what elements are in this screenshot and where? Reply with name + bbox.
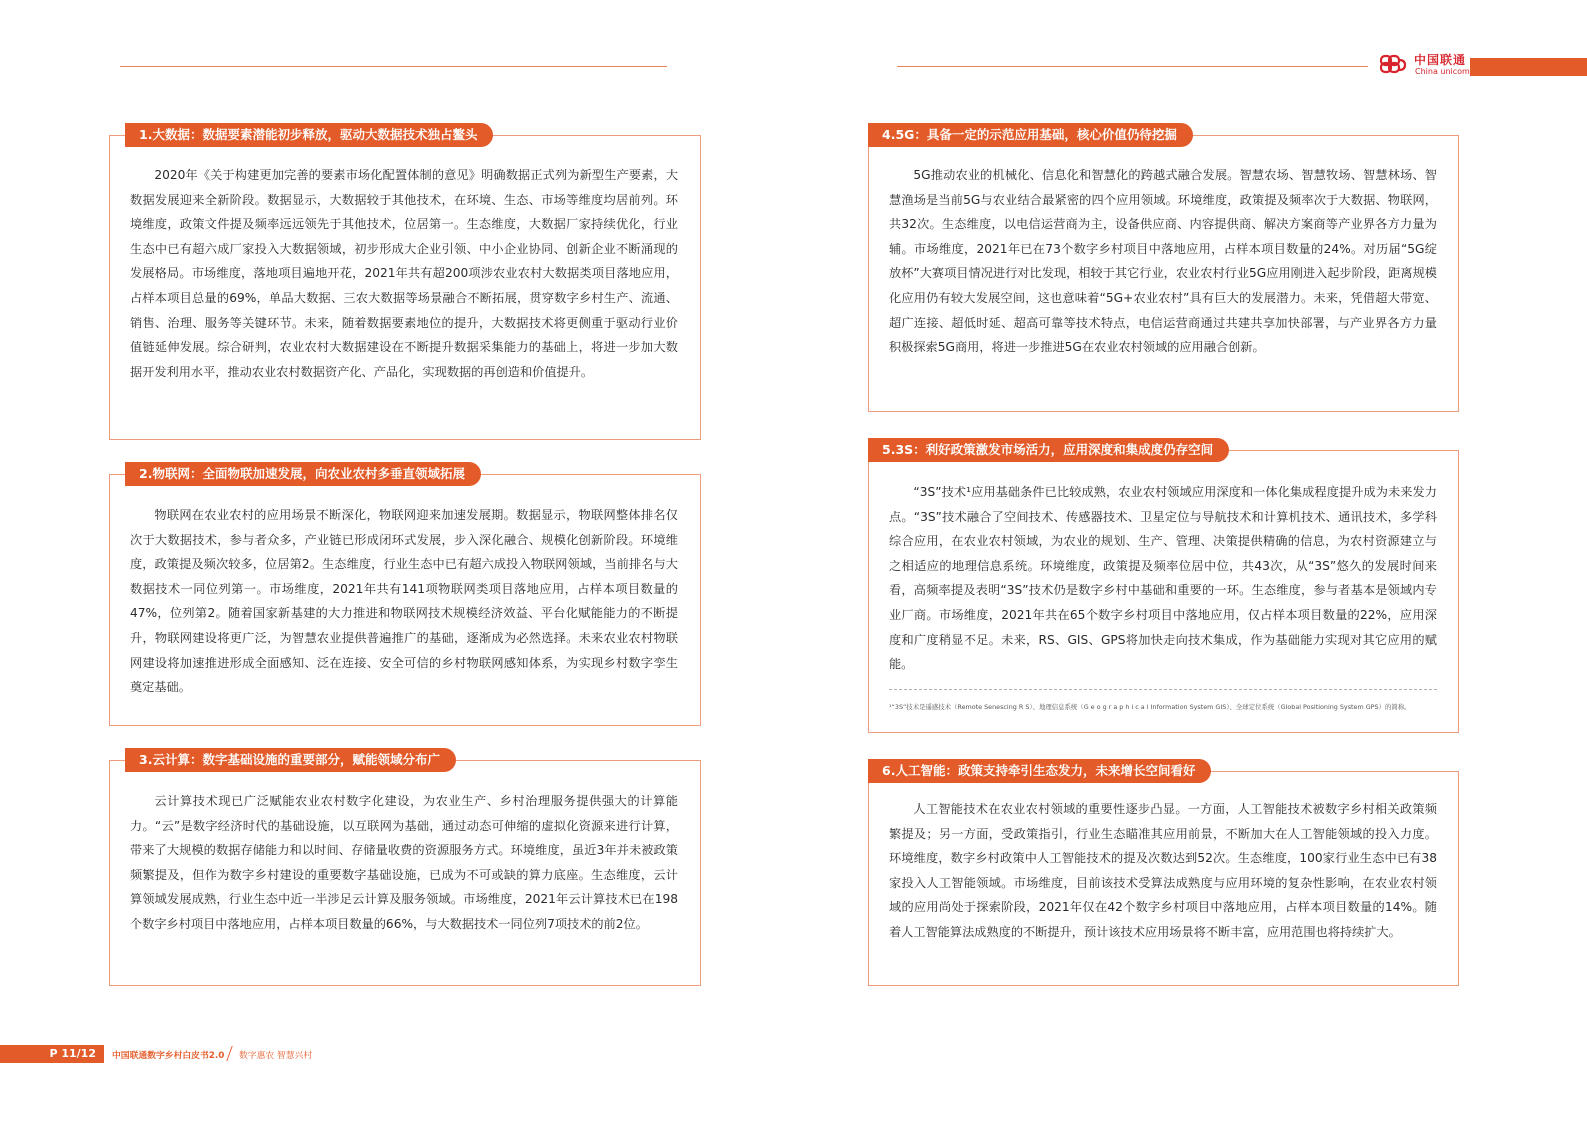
section-title-big-data: 1.大数据：数据要素潜能初步释放，驱动大数据技术独占鳌头 <box>125 123 493 147</box>
header-accent-bar <box>1470 58 1587 76</box>
footnote-divider <box>889 689 1437 690</box>
section-text-ai: 人工智能技术在农业农村领域的重要性逐步凸显。一方面，人工智能技术被数字乡村相关政策频繁提及；另一方面，受政策指引，行业生态瞄准其应用前景，不断加大在人工智能领域的投入力度。环境维度，数字乡村政策中人工智能技术的提及次数达到52次。生态维度，100家行业生态中已有38家投入人工智能领域。市场维度，目前该技术受算法成熟度与应用环境的复杂性影响，在农业农村领域的应用尚处于探索阶段，2021年仅在42个数字乡村项目中落地应用，占样本项目数量的14%。随着人工智能算法成熟度的不断提升，预计该技术应用场景将不断丰富，应用范围也将持续扩大。 <box>889 802 1437 939</box>
footer-doc-title: 中国联通数字乡村白皮书2.0 <box>112 1051 225 1061</box>
section-text-cloud: 云计算技术现已广泛赋能农业农村数字化建设，为农业生产、乡村治理服务提供强大的计算能力。“云”是数字经济时代的基础设施，以互联网为基础，通过动态可伸缩的虚拟化资源来进行计算，带来了大规模的数据存储能力和以时间、存储量收费的资源服务方式。环境维度，虽近3年并未被政策频繁提及，但作为数字乡村建设的重要数字基础设施，已成为不可或缺的算力底座。生态维度，云计算领域发展成熟，行业生态中近一半涉足云计算及服务领域。市场维度，2021年云计算技术已在198个数字乡村项目中落地应用，占样本项目数量的66%，与大数据技术一同位列7项技术的前2位。 <box>130 794 678 931</box>
unicom-knot-icon <box>1378 52 1408 78</box>
section-title-iot: 2.物联网：全面物联加速发展，向农业农村多垂直领域拓展 <box>125 462 481 486</box>
section-text-big-data: 2020年《关于构建更加完善的要素市场化配置体制的意见》明确数据正式列为新型生产要素，大数据发展迎来全新阶段。数据显示，大数据较于其他技术，在环境、生态、市场等维度均居前列。环境维度，政策文件提及频率远远领先于其他技术，位居第一。生态维度，大数据厂家持续优化，行业生态中已有超六成厂家投入大数据领域，初步形成大企业引领、中小企业协同、创新企业不断涌现的发展格局。市场维度，落地项目遍地开花，2021年共有超200项涉农业农村大数据类项目落地应用，占样本项目总量的69%，单品大数据、三农大数据等场景融合不断拓展，贯穿数字乡村生产、流通、销售、治理、服务等关键环节。未来，随着数据要素地位的提升，大数据技术将更侧重于驱动行业价值链延伸发展。综合研判，农业农村大数据建设在不断提升数据采集能力的基础上，将进一步加大数据开发利用水平，推动农业农村数据资产化、产品化，实现数据的再创造和价值提升。 <box>130 168 678 379</box>
section-title-cloud: 3.云计算：数字基础设施的重要部分，赋能领域分布广 <box>125 748 456 772</box>
section-text-3s: “3S”技术¹应用基础条件已比较成熟，农业农村领域应用深度和一体化集成程度提升成为未来发力点。“3S”技术融合了空间技术、传感器技术、卫星定位与导航技术和计算机技术、通讯技术，多学科综合应用，在农业农村领域，为农业的规划、生产、管理、决策提供精确的信息，为农村资源建立与之相适应的地理信息系统。环境维度，政策提及频率位居中位，共43次，从“3S”悠久的发展时间来看，高频率提及表明“3S”技术仍是数字乡村中基础和重要的一环。生态维度，参与者基本是领域内专业厂商。市场维度，2021年共在65个数字乡村项目中落地应用，仅占样本项目数量的22%，应用深度和广度稍显不足。未来，RS、GIS、GPS将加快走向技术集成，作为基础能力实现对其它应用的赋能。 <box>889 485 1437 672</box>
section-title-3s: 5.3S：利好政策激发市场活力，应用深度和集成度仍存空间 <box>868 438 1229 462</box>
section-title-5g: 4.5G：具备一定的示范应用基础，核心价值仍待挖掘 <box>868 123 1193 147</box>
footer-divider <box>226 1046 232 1061</box>
china-unicom-logo <box>1378 50 1470 82</box>
section-text-iot: 物联网在农业农村的应用场景不断深化，物联网迎来加速发展期。数据显示，物联网整体排名仅次于大数据技术，参与者众多，产业链已形成闭环式发展，步入深化融合、规模化创新阶段。环境维度，政策提及频次较多，位居第2。生态维度，行业生态中已有超六成投入物联网领域，当前排名与大数据技术一同位列第一。市场维度，2021年共有141项物联网类项目落地应用，占样本项目数量的47%，位列第2。随着国家新基建的大力推进和物联网技术规模经济效益、平台化赋能能力的不断提升，物联网建设将更广泛，为智慧农业提供普遍推广的基础，逐渐成为必然选择。未来农业农村物联网建设将加速推进形成全面感知、泛在连接、安全可信的乡村物联网感知体系，为实现乡村数字孪生奠定基础。 <box>130 508 678 695</box>
header-rule-left <box>120 66 667 67</box>
logo-text-en: China unicom <box>1415 67 1470 76</box>
section-text-5g: 5G推动农业的机械化、信息化和智慧化的跨越式融合发展。智慧农场、智慧牧场、智慧林场、智慧渔场是当前5G与农业结合最紧密的四个应用领域。环境维度，政策提及频率次于大数据、物联网，共32次。生态维度，以电信运营商为主，设备供应商、内容提供商、解决方案商等产业界各方力量为辅。市场维度，2021年已在73个数字乡村项目中落地应用，占样本项目数量的24%。对历届“5G绽放杯”大赛项目情况进行对比发现，相较于其它行业，农业农村行业5G应用刚进入起步阶段，距离规模化应用仍有较大发展空间，这也意味着“5G+农业农村”具有巨大的发展潜力。未来，凭借超大带宽、超广连接、超低时延、超高可靠等技术特点，电信运营商通过共建共享加快部署，与产业界各方力量积极探索5G商用，将进一步推进5G在农业农村领域的应用融合创新。 <box>889 168 1437 355</box>
footnote-3s: ¹“3S”技术是遥感技术（Remote Senescing R S）、地理信息系统（G e o g r a p h i c a l Information System GIS）、全球定位系统（Global Positioning System GPS）的简称。 <box>889 703 1411 711</box>
logo-text-cn: 中国联通 <box>1414 53 1467 67</box>
section-title-ai: 6.人工智能：政策支持牵引生态发力，未来增长空间看好 <box>868 759 1211 783</box>
page-number-tab: P 11/12 <box>0 1045 104 1063</box>
header-rule-right <box>897 66 1368 67</box>
footer-slogan: 数字惠农 智慧兴村 <box>239 1051 313 1061</box>
